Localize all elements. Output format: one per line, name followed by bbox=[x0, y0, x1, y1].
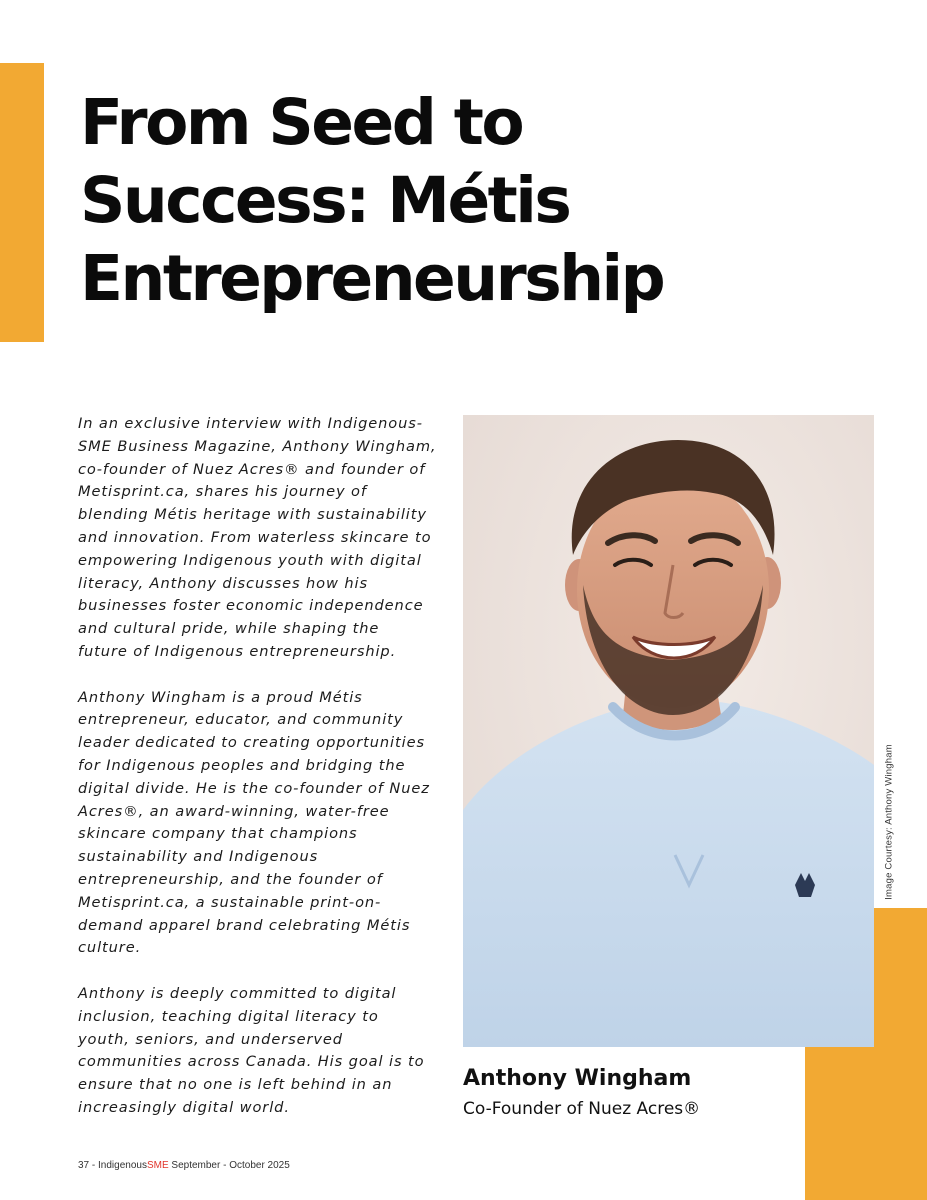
text-line: sustainability and Indigenous bbox=[78, 848, 319, 866]
text-line: and cultural pride, while shaping the bbox=[78, 620, 380, 638]
title-line: Entrepreneurship bbox=[80, 242, 664, 315]
text-line: demand apparel brand celebrating Métis bbox=[78, 916, 411, 934]
text-line: culture. bbox=[78, 939, 142, 957]
photo-caption-role: Co-Founder of Nuez Acres® bbox=[463, 1099, 701, 1119]
title-line: From Seed to bbox=[80, 86, 523, 159]
text-line: Metisprint.ca, a sustainable print-on- bbox=[78, 893, 382, 911]
text-line: Anthony Wingham is a proud Métis bbox=[78, 688, 363, 706]
text-line: businesses foster economic independence bbox=[78, 597, 424, 615]
text-line: future of Indigenous entrepreneurship. bbox=[78, 642, 397, 660]
article-body bbox=[78, 413, 437, 1143]
text-line: SME Business Magazine, Anthony Wingham, bbox=[78, 437, 437, 455]
text-line: for Indigenous peoples and bridging the bbox=[78, 756, 406, 774]
footer-brand: SME bbox=[146, 1160, 169, 1171]
text-line: entrepreneur, educator, and community bbox=[78, 711, 404, 729]
text-line: ensure that no one is left behind in an bbox=[78, 1076, 393, 1094]
portrait-illustration bbox=[463, 415, 874, 1047]
page-footer bbox=[78, 1160, 290, 1171]
text-line: literacy, Anthony discusses how his bbox=[78, 574, 368, 592]
text-line: skincare company that champions bbox=[78, 825, 358, 843]
text-line: increasingly digital world. bbox=[78, 1098, 290, 1116]
text-line: digital divide. He is the co-founder of Nuez bbox=[78, 779, 430, 797]
text-line: youth, seniors, and underserved bbox=[78, 1030, 343, 1048]
text-line: co-founder of Nuez Acres® and founder of bbox=[78, 460, 426, 478]
footer-issue: September - October 2025 bbox=[168, 1160, 290, 1171]
accent-bar-left bbox=[0, 63, 44, 342]
article-title bbox=[80, 84, 840, 318]
image-credit: Image Courtesy: Anthony Wingham bbox=[883, 744, 895, 900]
title-line: Success: Métis bbox=[80, 164, 570, 237]
text-line: Acres®, an award-winning, water-free bbox=[78, 802, 390, 820]
text-line: leader dedicated to creating opportunities bbox=[78, 734, 425, 752]
text-line: Metisprint.ca, shares his journey of bbox=[78, 483, 367, 501]
text-line: entrepreneurship, and the founder of bbox=[78, 870, 383, 888]
closing-paragraph bbox=[78, 983, 425, 1120]
intro-paragraph bbox=[78, 413, 437, 664]
text-line: communities across Canada. His goal is to bbox=[78, 1053, 425, 1071]
text-line: empowering Indigenous youth with digital bbox=[78, 551, 422, 569]
text-line: Anthony is deeply committed to digital bbox=[78, 984, 397, 1002]
text-line: blending Métis heritage with sustainability bbox=[78, 506, 427, 524]
footer-page: 37 - Indigenous bbox=[78, 1160, 147, 1171]
portrait-photo bbox=[463, 415, 874, 1047]
text-line: and innovation. From waterless skincare to bbox=[78, 528, 432, 546]
bio-paragraph bbox=[78, 687, 430, 961]
photo-caption-name: Anthony Wingham bbox=[463, 1066, 692, 1091]
text-line: In an exclusive interview with Indigenous- bbox=[78, 415, 423, 432]
text-line: inclusion, teaching digital literacy to bbox=[78, 1007, 379, 1025]
